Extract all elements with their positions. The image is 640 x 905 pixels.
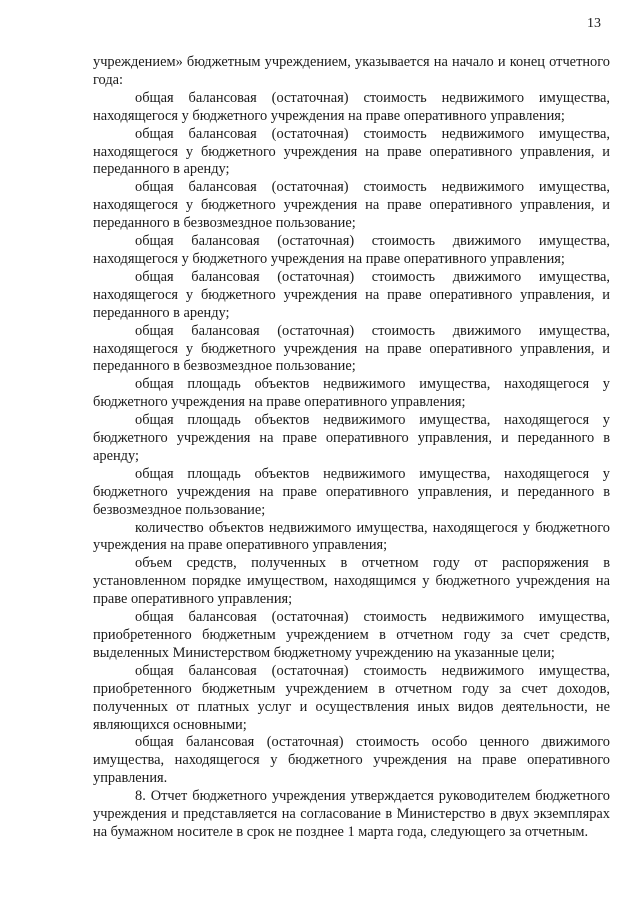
paragraph-item: общая балансовая (остаточная) стоимость движимого имущества, находящегося у бюджетного учреждения на праве оперативного управления, и переданного в безвозмездное пользование;: [93, 322, 610, 375]
paragraph-item: общая балансовая (остаточная) стоимость особо ценного движимого имущества, находящегося у бюджетного учреждения на праве оперативного управления.: [93, 734, 610, 787]
page-number: 13: [587, 16, 601, 31]
paragraph-item: общая балансовая (остаточная) стоимость недвижимого имущества, находящегося у бюджетного учреждения на праве оперативного управления;: [93, 89, 610, 124]
paragraph-intro: учреждением» бюджетным учреждением, указывается на начало и конец отчетного года:: [93, 54, 610, 88]
paragraph-item: общая балансовая (остаточная) стоимость движимого имущества, находящегося у бюджетного учреждения на праве оперативного управления, и переданного в аренду;: [93, 268, 610, 321]
paragraph-item: общая площадь объектов недвижимого имущества, находящегося у бюджетного учреждения на праве оперативного управления, и переданного в безвозмездное пользование;: [93, 465, 610, 518]
paragraph-item: общая балансовая (остаточная) стоимость недвижимого имущества, приобретенного бюджетным учреждением в отчетном году за счет средств, выделенных Министерством бюджетному учреждению на указанные цели;: [93, 609, 610, 661]
paragraph-item: общая балансовая (остаточная) стоимость недвижимого имущества, находящегося у бюджетного учреждения на праве оперативного управления, и переданного в аренду;: [93, 125, 610, 178]
paragraph-section-8: 8. Отчет бюджетного учреждения утверждается руководителем бюджетного учреждения и представляется на согласование в Министерство в двух экземплярах на бумажном носителе в срок не позднее 1 марта года, следующего за отчетным.: [93, 788, 610, 840]
paragraph-item: общая площадь объектов недвижимого имущества, находящегося у бюджетного учреждения на праве оперативного управления;: [93, 376, 610, 411]
paragraph-item: общая балансовая (остаточная) стоимость недвижимого имущества, приобретенного бюджетным учреждением в отчетном году за счет доходов, полученных от платных услуг и осуществления иных видов деятельности, не являющихся основными;: [93, 662, 610, 733]
paragraph-item: количество объектов недвижимого имущества, находящегося у бюджетного учреждения на праве оперативного управления;: [93, 519, 610, 554]
paragraph-item: общая площадь объектов недвижимого имущества, находящегося у бюджетного учреждения на праве оперативного управления, и переданного в аренду;: [93, 412, 610, 464]
document-body: [93, 54, 610, 842]
paragraph-item: объем средств, полученных в отчетном году от распоряжения в установленном порядке имуществом, находящимся у бюджетного учреждения на праве оперативного управления;: [93, 555, 610, 608]
paragraph-item: общая балансовая (остаточная) стоимость движимого имущества, находящегося у бюджетного учреждения на праве оперативного управления;: [93, 233, 610, 267]
paragraph-item: общая балансовая (остаточная) стоимость недвижимого имущества, находящегося у бюджетного учреждения на праве оперативного управления, и переданного в безвозмездное пользование;: [93, 179, 610, 232]
